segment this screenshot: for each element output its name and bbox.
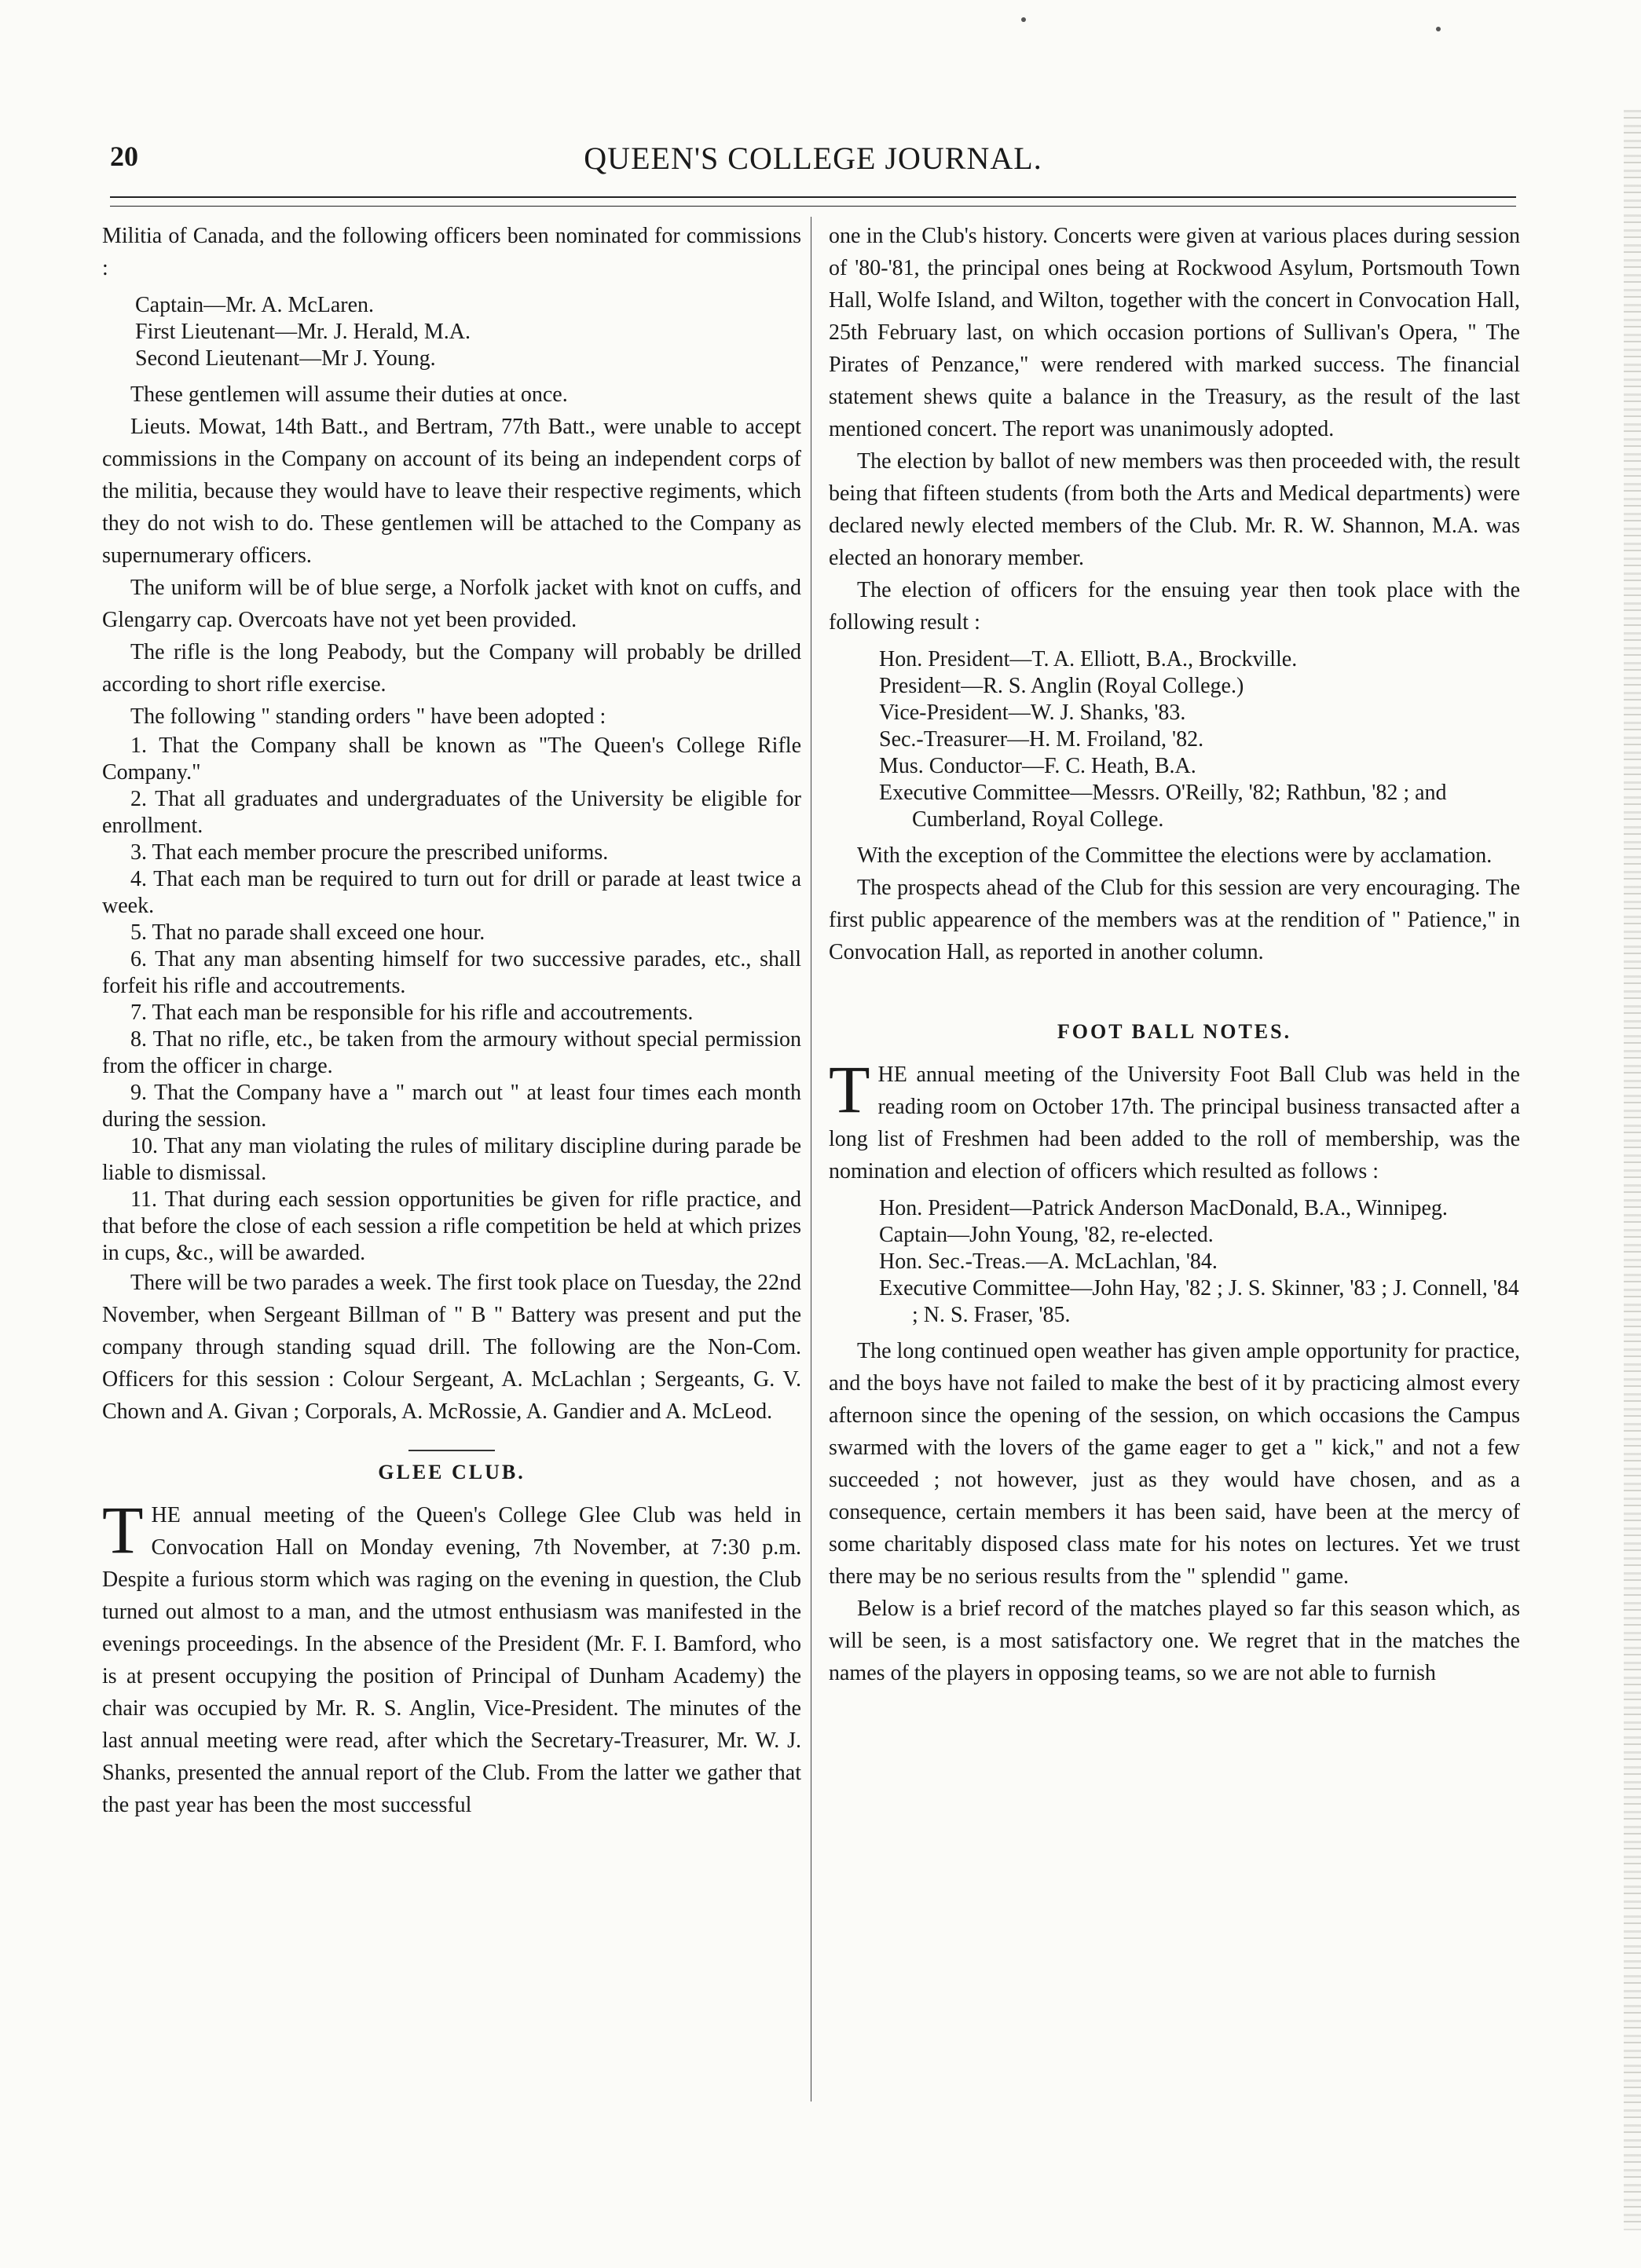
paragraph: The election of officers for the ensuing year then took place with the following result :	[829, 578, 1520, 635]
standing-order: 11. That during each session opportunities be given for rifle practice, and that before the close of each session a rifle competition be held at which prizes in cups, &c., will be awarded.	[102, 1187, 801, 1265]
scan-edge-noise	[1624, 110, 1641, 2230]
foot-ball-heading: FOOT BALL NOTES.	[1057, 1020, 1292, 1043]
drop-cap: T	[829, 1052, 870, 1127]
paragraph: Below is a brief record of the matches played so far this season which, as will be seen, is a most satisfactory one. We regret that in the matches the names of the players in opposing teams, so we are not able to furnish	[829, 1597, 1520, 1685]
glee-officers-list	[829, 646, 1520, 833]
ink-speck	[1436, 27, 1441, 31]
foot-ball-officers-list	[829, 1195, 1520, 1329]
paragraph: With the exception of the Committee the elections were by acclamation.	[857, 843, 1493, 868]
paragraph: The rifle is the long Peabody, but the Company will probably be drilled according to short rifle exercise.	[102, 640, 801, 697]
glee-club-text: HE annual meeting of the Queen's College Glee Club was held in Convocation Hall on Monday evening, 7th November, at 7:30 p.m. Despite a furious storm which was raging on the evening in question, the Club turned out almost to a man, and the utmost enthusiasm was manifested in the evenings proceedings. In the absence of the President (Mr. F. I. Bamford, who is at present occupying the position of Principal of Dunham Academy) the chair was occupied by Mr. R. S. Anglin, Vice-President. The minutes of the last annual meeting were read, after which the Secretary-Treasurer, Mr. W. J. Shanks, presented the annual report of the Club. From the latter we gather that the past year has been the most successful	[102, 1503, 801, 1817]
foot-ball-text: HE annual meeting of the University Foot Ball Club was held in the reading room on October 17th. The principal business transacted after a long list of Freshmen had been added to the roll of membership, was the nomination and election of officers which resulted as follows :	[829, 1063, 1520, 1183]
paragraph: The long continued open weather has given ample opportunity for practice, and the boys have not failed to make the best of it by practicing almost every afternoon since the opening of the session, on which occasions the Campus swarmed with the lovers of the game eager to get a " kick," and not a few succeeded ; not however, just as they would have chosen, and as a consequence, certain members it has been said, have been at the mercy of some charitably disposed class mate for his notes on lectures. Yet we trust there may be no serious results from the " splendid " game.	[829, 1339, 1520, 1589]
officer-entry: Captain—Mr. A. McLaren.	[135, 293, 375, 317]
standing-order: 1. That the Company shall be known as "The Queen's College Rifle Company."	[102, 733, 801, 785]
standing-orders-list	[102, 733, 801, 1267]
standing-order: 2. That all graduates and undergraduates of the University be eligible for enrollment.	[102, 787, 801, 838]
page-number: 20	[110, 141, 138, 172]
paragraph: These gentlemen will assume their duties at once.	[130, 382, 568, 407]
officer-entry: Hon. President—Patrick Anderson MacDonald, B.A., Winnipeg.	[879, 1196, 1448, 1220]
glee-club-opening	[102, 1492, 801, 1821]
standing-order: 9. That the Company have a " march out " at least four times each month during the session.	[102, 1081, 801, 1132]
rifle-officers-list	[102, 292, 801, 372]
page-header	[110, 140, 1516, 187]
officer-entry: Executive Committee—John Hay, '82 ; J. S. Skinner, '83 ; J. Connell, '84 ; N. S. Fraser, '85.	[879, 1276, 1519, 1327]
paragraph: Lieuts. Mowat, 14th Batt., and Bertram, 77th Batt., were unable to accept commissions in the Company on account of its being an independent corps of the militia, because they would have to leave their respective regiments, which they do not wish to do. These gentlemen will be attached to the Company as supernumerary officers.	[102, 415, 801, 568]
standing-order: 6. That any man absenting himself for two successive parades, etc., shall forfeit his rifle and accoutrements.	[102, 947, 801, 998]
officer-entry: Executive Committee—Messrs. O'Reilly, '82; Rathbun, '82 ; and Cumberland, Royal College.	[879, 781, 1447, 832]
paragraph: The prospects ahead of the Club for this session are very encouraging. The first public appearence of the members was at the rendition of " Patience," in Convocation Hall, as reported in another column.	[829, 876, 1520, 964]
paragraph: The election by ballot of new members was then proceeded with, the result being that fifteen students (from both the Arts and Medical departments) were declared newly elected members of the Club. Mr. R. W. Shannon, M.A. was elected an honorary member.	[829, 449, 1520, 570]
left-column	[102, 220, 801, 2128]
standing-order: 4. That each man be required to turn out for drill or parade at least twice a week.	[102, 867, 801, 918]
ink-speck	[1021, 17, 1026, 22]
officer-entry: First Lieutenant—Mr. J. Herald, M.A.	[135, 320, 471, 344]
rifle-intro: Militia of Canada, and the following officers been nominated for commissions :	[102, 224, 801, 280]
paragraph: The following " standing orders " have been adopted :	[130, 704, 606, 729]
drop-cap: T	[102, 1492, 144, 1567]
glee-club-heading: GLEE CLUB.	[378, 1461, 526, 1483]
standing-order: 8. That no rifle, etc., be taken from the armoury without special permission from the officer in charge.	[102, 1027, 801, 1078]
officer-entry: Mus. Conductor—F. C. Heath, B.A.	[879, 754, 1196, 778]
standing-order: 3. That each member procure the prescribed uniforms.	[130, 840, 609, 865]
standing-order: 5. That no parade shall exceed one hour.	[130, 920, 485, 945]
foot-ball-opening	[829, 1052, 1520, 1187]
officer-entry: President—R. S. Anglin (Royal College.)	[879, 674, 1244, 698]
paragraph: one in the Club's history. Concerts were given at various places during session of '80-'81, the principal ones being at Rockwood Asylum, Portsmouth Town Hall, Wolfe Island, and Wilton, together with the concert in Convocation Hall, 25th February last, on which occasion portions of Sullivan's Opera, " The Pirates of Penzance," were rendered with marked success. The financial statement shews quite a balance in the Treasury, as the result of the last mentioned concert. The report was unanimously adopted.	[829, 224, 1520, 441]
officer-entry: Hon. President—T. A. Elliott, B.A., Brockville.	[879, 647, 1298, 671]
section-separator	[408, 1450, 495, 1451]
officer-entry: Second Lieutenant—Mr J. Young.	[135, 346, 436, 371]
header-rule-thin	[110, 206, 1516, 207]
officer-entry: Sec.-Treasurer—H. M. Froiland, '82.	[879, 727, 1204, 752]
officer-entry: Vice-President—W. J. Shanks, '83.	[879, 701, 1186, 725]
right-column	[829, 220, 1520, 2128]
header-rule	[110, 196, 1516, 198]
paragraph: The uniform will be of blue serge, a Norfolk jacket with knot on cuffs, and Glengarry cap. Overcoats have not yet been provided.	[102, 576, 801, 632]
journal-title: QUEEN'S COLLEGE JOURNAL.	[584, 141, 1042, 176]
standing-order: 7. That each man be responsible for his rifle and accoutrements.	[130, 1000, 694, 1025]
officer-entry: Captain—John Young, '82, re-elected.	[879, 1223, 1214, 1247]
officer-entry: Hon. Sec.-Treas.—A. McLachlan, '84.	[879, 1249, 1218, 1274]
standing-order: 10. That any man violating the rules of military discipline during parade be liable to dismissal.	[102, 1134, 801, 1185]
paragraph: There will be two parades a week. The first took place on Tuesday, the 22nd November, when Sergeant Billman of " B " Battery was present and put the company through standing squad drill. The following are the Non-Com. Officers for this session : Colour Sergeant, A. McLachlan ; Sergeants, G. V. Chown and A. Givan ; Corporals, A. McRossie, A. Gandier and A. McLeod.	[102, 1271, 801, 1424]
